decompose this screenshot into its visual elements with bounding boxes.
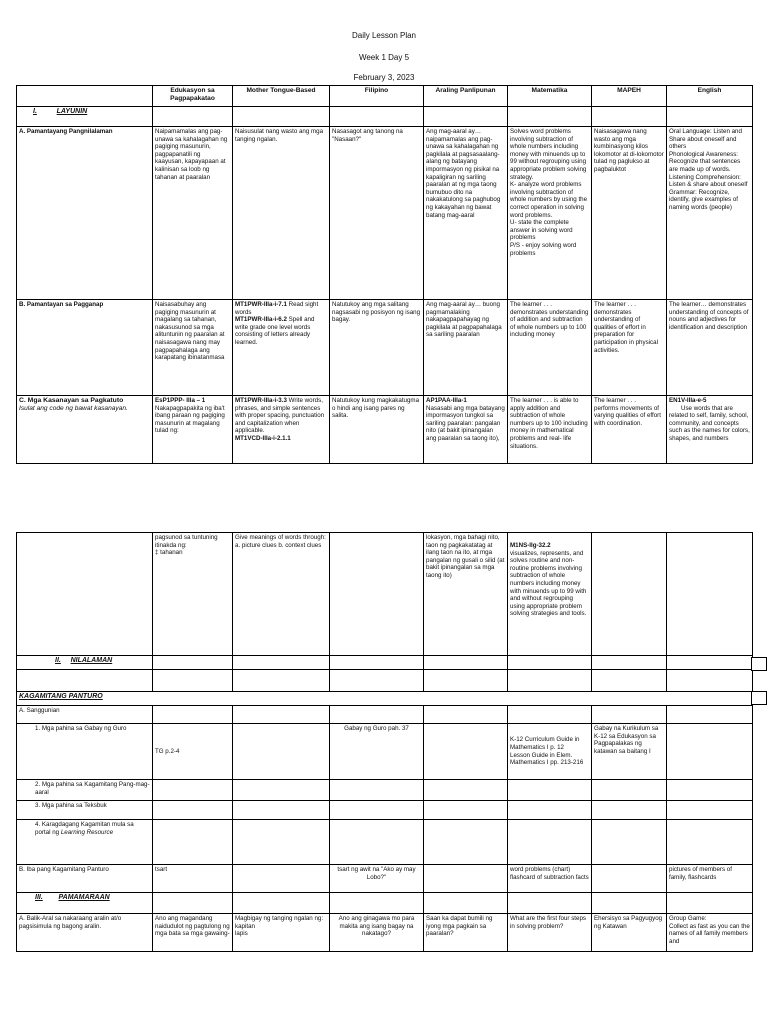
mt-text-2: Spell and write grade one level words consisting of letters already learned. (235, 316, 315, 346)
col-header-esp: Edukasyon sa Pagpapakatao (153, 86, 233, 107)
label-karagdagang-kagamitan (17, 820, 153, 865)
cell-c-ap (424, 396, 508, 464)
cont-ap: lokasyon, mga bahagi nito, taon ng pagkakatatag at ilang taon na ito, at mga pangalan ng gusali o silid (at bakit ipinangalan sa mga taong ito) (424, 533, 508, 656)
iba-filipino: tsart ng awit na "Ako ay may Lobo?" (330, 865, 424, 893)
ref-ap (424, 724, 508, 780)
section-nilalaman (17, 656, 153, 670)
section-pamamaraan (17, 893, 153, 914)
row-label-kasanayan-sub: Isulat ang code ng bawat kasanayan. (19, 404, 128, 412)
iba-english: pictures of members of family, flashcards (667, 865, 753, 893)
mt-text-1: Read sight words (235, 301, 319, 316)
section-title: LAYUNIN (56, 108, 88, 115)
cell-a-mtb: Naisusulat nang wasto ang mga tanging ngalan. (233, 127, 330, 300)
section-number: II. (55, 657, 61, 664)
iba-mtb (233, 865, 330, 893)
ref-mtb (233, 724, 330, 780)
ref-english (667, 724, 753, 780)
mt-code-4: MT1VCD-IIIa-i-2.1.1 (235, 434, 291, 442)
mt-text-3: Write words, phrases, and simple sentences with proper spacing, punctuation and capitalization when applicable. (235, 397, 325, 435)
ap-code: AP1PAA-IIIa-1 (426, 397, 467, 404)
eng-text: Use words that are related to self, family, school, community, and concepts such as the names for colors, shapes, and numbers (669, 404, 750, 442)
col-header-english: English (667, 86, 753, 107)
label-sanggunian: A. Sanggunian (17, 706, 153, 724)
ref-mapeh: Gabay na Kurikulum sa K-12 sa Edukasyon sa Pagpapalakas ng katawan sa baitang I (592, 724, 667, 780)
ap-text: Nasasabi ang mga batayang impormasyon tungkol sa sariling paaralan: pangalan nito (at bakit ipinangalan ang paaralan sa taong ito), (426, 404, 505, 442)
esp-text: Nakapagpapakita ng iba't ibang paraan ng pagiging masunurin at magalang tulad ng: (155, 404, 225, 435)
col-header-math: Matematika (508, 86, 592, 107)
ref-math: K-12 Curriculum Guide in Mathematics I p. 12 Lesson Guide in Elem. Mathematics I pp. 213-216 (508, 724, 592, 780)
cell-c-mtb (233, 396, 330, 464)
label-gabay-ng-guro: 1. Mga pahina sa Gabay ng Guro (17, 724, 153, 780)
esp-code: EsP1PPP- IIIa – 1 (155, 397, 206, 404)
ref-filipino: Gabay ng Guro pah. 37 (330, 724, 424, 780)
table-overflow-cell (751, 691, 767, 705)
section-kagamitan (17, 692, 753, 706)
section-title: KAGAMITANG PANTURO (19, 693, 103, 700)
cell-c-mapeh: The learner . . . performs movements of varying qualities of effort with coordination. (592, 396, 667, 464)
mt-code-3: MT1PWR-IIIa-i-3.3 (235, 397, 287, 404)
cont-mtb: Give meanings of words through: a. picture clues b. context clues (233, 533, 330, 656)
row-label-pamantayan-sa-pagganap: B. Pamantayan sa Pagganap (17, 300, 153, 396)
mt-code-1: MT1PWR-IIIa-i-7.1 (235, 301, 287, 308)
cell-a-english: Oral Language: Listen and Share about oneself and others Phonological Awareness: Recognize that sentences are made up of words. Listening Comprehension: Listen & share about oneself Grammar: Recognize, identify, give examples of naming words (people) (667, 127, 753, 300)
cont-esp: pagsunod sa tuntuning itinakda ng: ‡ tahanan (153, 533, 233, 656)
section-layunin (17, 107, 153, 127)
label-kagamitang-pang-mag-aaral: 2. Mga pahina sa Kagamitang Pang-mag-aaral (17, 780, 153, 801)
iba-esp: tsart (153, 865, 233, 893)
balik-english: Group Game: Collect as fast as you can the names of all family members and (667, 914, 753, 952)
row-label-kasanayan-title: C. Mga Kasanayan sa Pagkatuto (19, 397, 124, 404)
document-title: Daily Lesson Plan (351, 31, 417, 40)
header-blank-cell (17, 86, 153, 107)
cell-b-ap: Ang mag-aaral ay… buong pagmamalaking nakapagpapahayag ng pagkilala at pagpapahalaga sa sariling paaralan (424, 300, 508, 396)
cell-a-ap: Ang mag-aaral ay… naipamamalas ang pag-unawa sa kahalagahan ng pagkilala at pagsasaalang-alang ng batayang impormasyon ng pisikal na kapaligiran ng sariling paaralan at ng mga taong bumubuo dito na nakakatulong sa paghubog ng kakayahan ng bawat batang mag-aaral (424, 127, 508, 300)
lesson-plan-table-page2 (16, 532, 753, 952)
ref4-text: 4. Karagdagang Kagamitan mula sa portal ng (35, 821, 134, 836)
balik-mapeh: Ehersisyo sa Pagyugyog ng Katawan (592, 914, 667, 952)
cell-b-english: The learner… demonstrates understanding of concepts of nouns and adjectives for identification and description (667, 300, 753, 396)
col-header-filipino: Filipino (330, 86, 424, 107)
section-number: III. (35, 894, 43, 901)
cell-b-math: The learner . . . demonstrates understanding of addition and subtraction of whole numbers up to 100 including money (508, 300, 592, 396)
cell-b-mapeh: The learner . . . demonstrates understanding of qualities of effort in preparation for participation in physical activities. (592, 300, 667, 396)
balik-ap: Saan ka dapat bumili ng iyong mga pagkain sa paaralan? (424, 914, 508, 952)
iba-ap (424, 865, 508, 893)
cont-math (508, 533, 592, 656)
lesson-date: February 3, 2023 (353, 73, 415, 82)
balik-filipino: Ano ang ginagawa mo para makita ang isang bagay na nakatago? (330, 914, 424, 952)
label-iba-pang-kagamitan: B. Iba pang Kagamitang Panturo (17, 865, 153, 893)
cell-b-filipino: Natutukoy ang mga salitang nagsasabi ng posisyon ng isang bagay. (330, 300, 424, 396)
row-label-pamantayang-pangnilalaman: A. Pamantayang Pangnilalaman (17, 127, 153, 300)
cell-c-math: The learner . . . is able to apply addition and subtraction of whole numbers up to 100 including money in mathematical problems and real- life situations. (508, 396, 592, 464)
cell-c-filipino: Natutukoy kung magkakatugma o hindi ang isang pares ng salita. (330, 396, 424, 464)
table-overflow-cell (751, 657, 767, 671)
cont-filipino (330, 533, 424, 656)
balik-mtb: Magbigay ng tanging ngalan ng: kapitan lapis (233, 914, 330, 952)
cell-c-esp (153, 396, 233, 464)
row-label-kasanayan (17, 396, 153, 464)
cell-a-math: Solves word problems involving subtraction of whole numbers including money with minuends up to 99 without regrouping using appropriate problem solving strategy. K- analyze word problems involving subtraction of whole numbers by using the correct operation in solving word problems. U- state the complete answer in solving word problems P/S - enjoy solving word problems (508, 127, 592, 300)
ref-esp: TG p.2-4 (153, 724, 233, 780)
col-header-mtb: Mother Tongue-Based (233, 86, 330, 107)
iba-math: word problems (chart) flashcard of subtraction facts (508, 865, 592, 893)
cell-a-filipino: Nasasagot ang tanong na "Nasaan?" (330, 127, 424, 300)
label-balik-aral: A. Balik-Aral sa nakaraang aralin at/o pagsisimula ng bagong aralin. (17, 914, 153, 952)
math-code: M1NS-IIg-32.2 (510, 542, 551, 549)
cell-c-english (667, 396, 753, 464)
cell-a-mapeh: Naisasagawa nang wasto ang mga kumbinasyong kilos lokomotor at di-lokomotor tulad ng paglukso at pagbaluktot (592, 127, 667, 300)
balik-esp: Ano ang magandang naidudulot ng pagtulong ng mga bata sa mga gawaing- (153, 914, 233, 952)
col-header-mapeh: MAPEH (592, 86, 667, 107)
cell-a-esp: Naipamamalas ang pag-unawa sa kahalagahan ng pagiging masunurin, pagpapanatili ng kaayusan, kapayapaan at kalinisan sa loob ng tahanan at paaralan (153, 127, 233, 300)
math-text: visualizes, represents, and solves routine and non-routine problems involving subtraction of whole numbers including money with minuends up to 99 with and without regrouping using appropriate problem solving strategies and tools. (510, 549, 587, 618)
iba-mapeh (592, 865, 667, 893)
section-title: NILALAMAN (70, 657, 113, 664)
section-title: PAMAMARAAN (58, 894, 110, 901)
ref4-italic: Learning Resource (60, 828, 114, 836)
section-number: I. (33, 108, 37, 115)
eng-code: EN1V-IIIa-e-5 (669, 397, 707, 404)
col-header-ap: Araling Panlipunan (424, 86, 508, 107)
week-day-label: Week 1 Day 5 (358, 53, 410, 62)
cell-b-mtb (233, 300, 330, 396)
lesson-plan-table-page1 (16, 85, 753, 464)
cell-b-esp: Naisasabuhay ang pagiging masunurin at magalang sa tahanan, nakasusunod sa mga alituntunin ng paaralan at naisasagawa nang may pagpapahalaga ang karapatang ibinatanmasa (153, 300, 233, 396)
balik-math: What are the first four steps in solving problem? (508, 914, 592, 952)
mt-code-2: MT1PWR-IIIa-i-6.2 (235, 316, 287, 324)
label-teksbuk: 3. Mga pahina sa Teksbuk (17, 801, 153, 820)
